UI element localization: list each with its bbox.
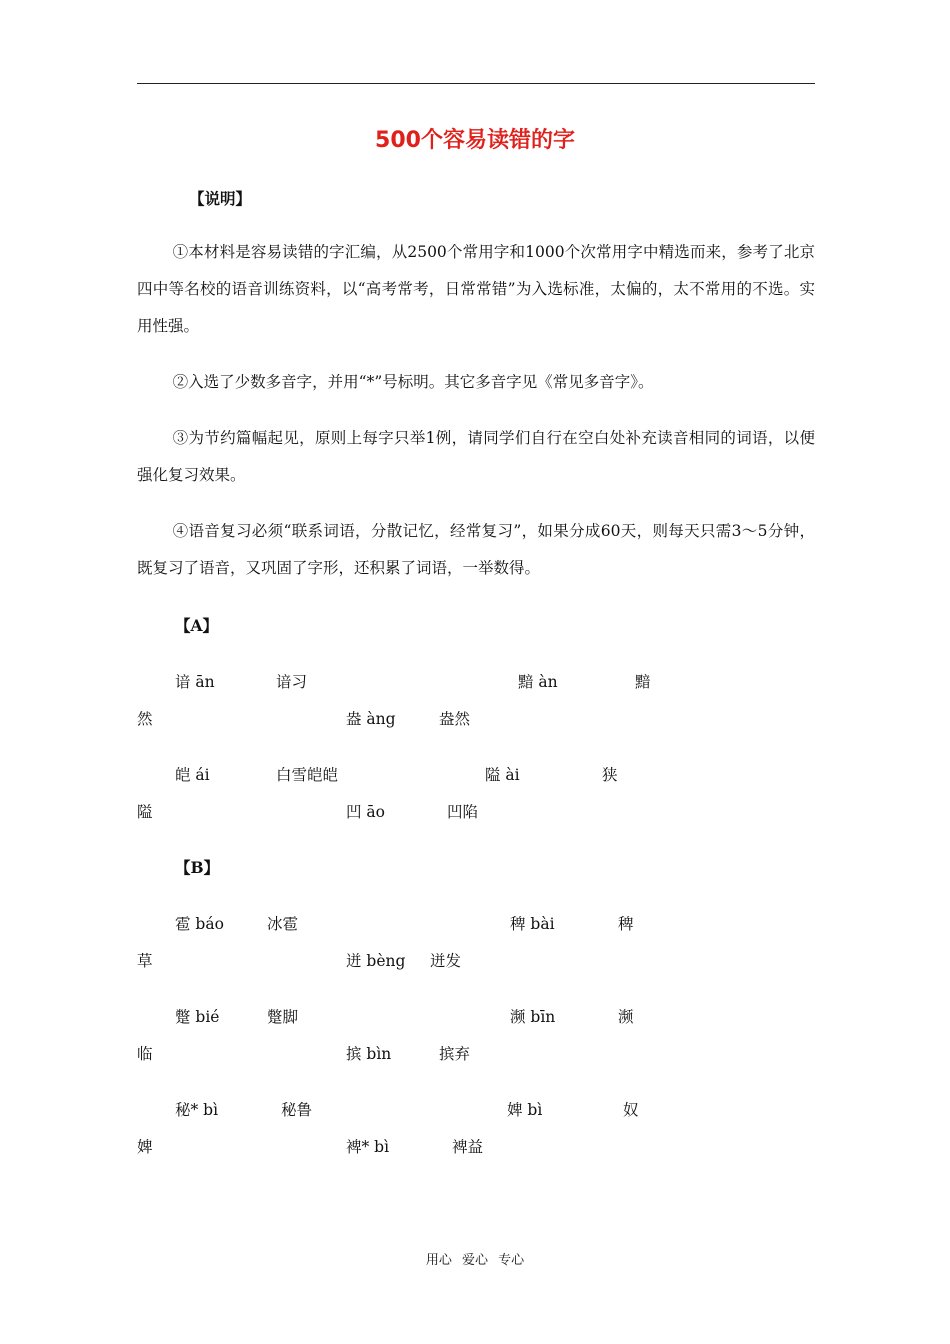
entry-word: 迸发	[430, 952, 462, 970]
section-heading-b: 【B】	[175, 858, 220, 877]
entry-word: 盎然	[439, 710, 471, 728]
intro-paragraph-2: ②入选了少数多音字，并用“*”号标明。其它多音字见《常见多音字》。	[172, 373, 654, 391]
entry-pinyin: 盎 àng	[346, 710, 396, 728]
entry-word: 稗	[618, 915, 634, 933]
entry-word: 濒	[618, 1008, 634, 1026]
entry-pinyin: 隘 ài	[485, 766, 520, 784]
entry-pinyin: 凹 āo	[346, 803, 385, 821]
entry-word: 谙习	[276, 673, 308, 691]
entry-word: 秘鲁	[281, 1101, 313, 1119]
entry-word: 摈弃	[439, 1045, 471, 1063]
entry-word: 隘	[137, 803, 153, 821]
intro-paragraph-1: ①本材料是容易读错的字汇编，从2500个常用字和1000个次常用字中精选而来，参考了北京四中等名校的语音训练资料，以“高考常考，日常常错”为入选标准，太偏的，太不常用的不选。实用性强。	[137, 243, 815, 335]
entry-pinyin: 黯 àn	[518, 673, 558, 691]
entry-pinyin: 秘* bì	[175, 1101, 219, 1119]
entry-pinyin: 迸 bèng	[346, 952, 406, 970]
entry-word: 裨益	[452, 1138, 484, 1156]
entry-word: 冰雹	[267, 915, 299, 933]
entry-word: 然	[137, 710, 153, 728]
entry-word: 凹陷	[447, 803, 479, 821]
entry-word: 婢	[137, 1138, 153, 1156]
section-heading-a: 【A】	[175, 616, 219, 635]
document-title: 500个容易读错的字	[375, 128, 575, 153]
page-footer: 用心 爱心 专心	[425, 1253, 525, 1268]
entry-pinyin: 婢 bì	[507, 1101, 543, 1119]
header-rule	[137, 83, 815, 84]
entry-word: 白雪皑皑	[276, 766, 339, 784]
entry-word: 奴	[623, 1101, 639, 1119]
entry-pinyin: 濒 bīn	[510, 1008, 556, 1026]
entry-pinyin: 蹩 bié	[175, 1008, 220, 1026]
entry-word: 蹩脚	[267, 1008, 299, 1026]
entry-word: 草	[137, 952, 153, 970]
entry-word: 狭	[602, 766, 618, 784]
entry-pinyin: 雹 báo	[175, 915, 224, 933]
entry-word: 黯	[635, 673, 651, 691]
entry-pinyin: 皑 ái	[175, 766, 210, 784]
intro-paragraph-4: ④语音复习必须“联系词语，分散记忆，经常复习”，如果分成60天，则每天只需3～5分钟，既复习了语音，又巩固了字形，还积累了词语，一举数得。	[137, 522, 815, 577]
entry-pinyin: 谙 ān	[175, 673, 215, 691]
intro-paragraph-3: ③为节约篇幅起见，原则上每字只举1例，请同学们自行在空白处补充读音相同的词语，以便强化复习效果。	[137, 429, 815, 484]
entry-pinyin: 裨* bì	[346, 1138, 390, 1156]
entry-pinyin: 摈 bìn	[346, 1045, 392, 1063]
entry-word: 临	[137, 1045, 153, 1063]
entry-pinyin: 稗 bài	[510, 915, 555, 933]
intro-heading: 【说明】	[189, 189, 252, 208]
